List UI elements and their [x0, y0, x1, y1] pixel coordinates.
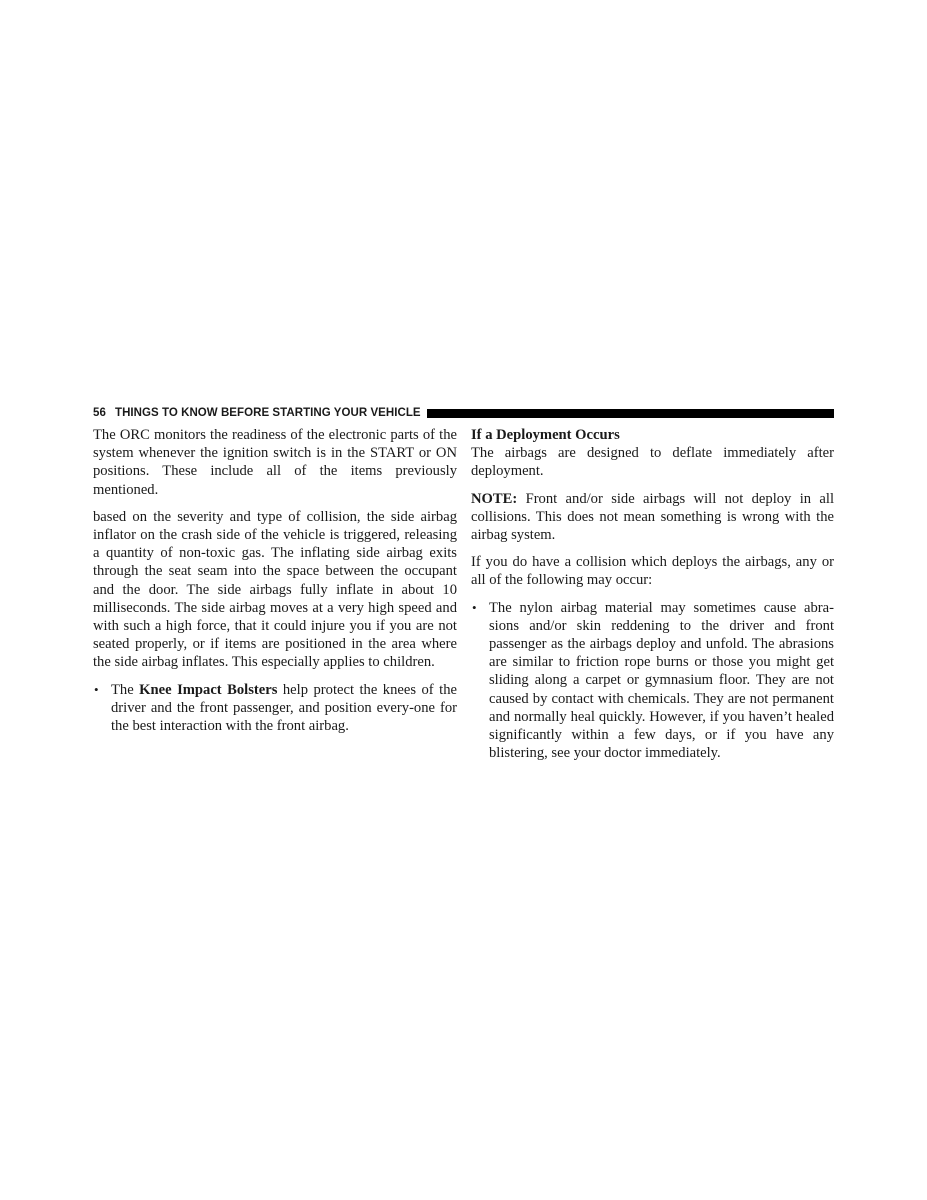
bullet-bold-term: Knee Impact Bolsters — [139, 681, 278, 698]
header-rule — [427, 409, 834, 418]
collision-paragraph: If you do have a collision which deploys the airbags, any or all of the following may occur: — [471, 554, 834, 589]
deflate-paragraph: The airbags are designed to deflate immediately after deployment. — [471, 445, 834, 480]
note-paragraph — [471, 490, 834, 545]
abrasion-bullet — [471, 599, 834, 763]
knee-bolster-bullet — [93, 681, 457, 736]
left-column — [93, 426, 457, 735]
section-title: THINGS TO KNOW BEFORE STARTING YOUR VEHICLE — [115, 407, 421, 419]
bullet-text — [111, 681, 457, 736]
side-airbag-paragraph: based on the severity and type of collision, the side airbag inflator on the crash side of the vehicle is triggered, releasing a quantity of non-toxic gas. The inflating side airbag exits through the seat seam into the space between the occupant and the door. The side airbags fully inflate in about 10 milliseconds. The side airbag moves at a very high speed and with such a high force, that it could injure you if you are not seated properly, or if items are positioned in the area where the side airbag inflates. This especially applies to children. — [93, 508, 457, 671]
note-label: NOTE: — [471, 490, 518, 507]
bullet-icon: • — [94, 681, 99, 697]
orc-paragraph: The ORC monitors the readiness of the electronic parts of the system whenever the ignition switch is in the START or ON positions. These include all of the items previously mentioned. — [93, 427, 457, 498]
deployment-heading: If a Deployment Occurs — [471, 427, 620, 443]
right-column — [471, 426, 834, 762]
bullet-prefix: The — [111, 681, 140, 698]
running-header — [93, 405, 834, 421]
bullet-suffix: help protect the knees of the driver and the front passenger, and position every-one for the best interaction with the front airbag. — [111, 681, 457, 735]
bullet-icon: • — [472, 599, 477, 615]
page-number: 56 — [93, 407, 106, 419]
note-text: Front and/or side airbags will not deploy in all collisions. This does not mean something is wrong with the airbag system. — [471, 490, 834, 544]
bullet-text: The nylon airbag material may sometimes cause abra-sions and/or skin reddening to the driver and front passenger as the airbags deploy and unfold. The abrasions are similar to friction rope burns or those you might get sliding along a carpet or gymnasium floor. They are not caused by contact with chemicals. They are not permanent and normally heal quickly. However, if you haven’t healed significantly within a few days, or if you have any blistering, see your doctor immediately. — [489, 599, 834, 762]
